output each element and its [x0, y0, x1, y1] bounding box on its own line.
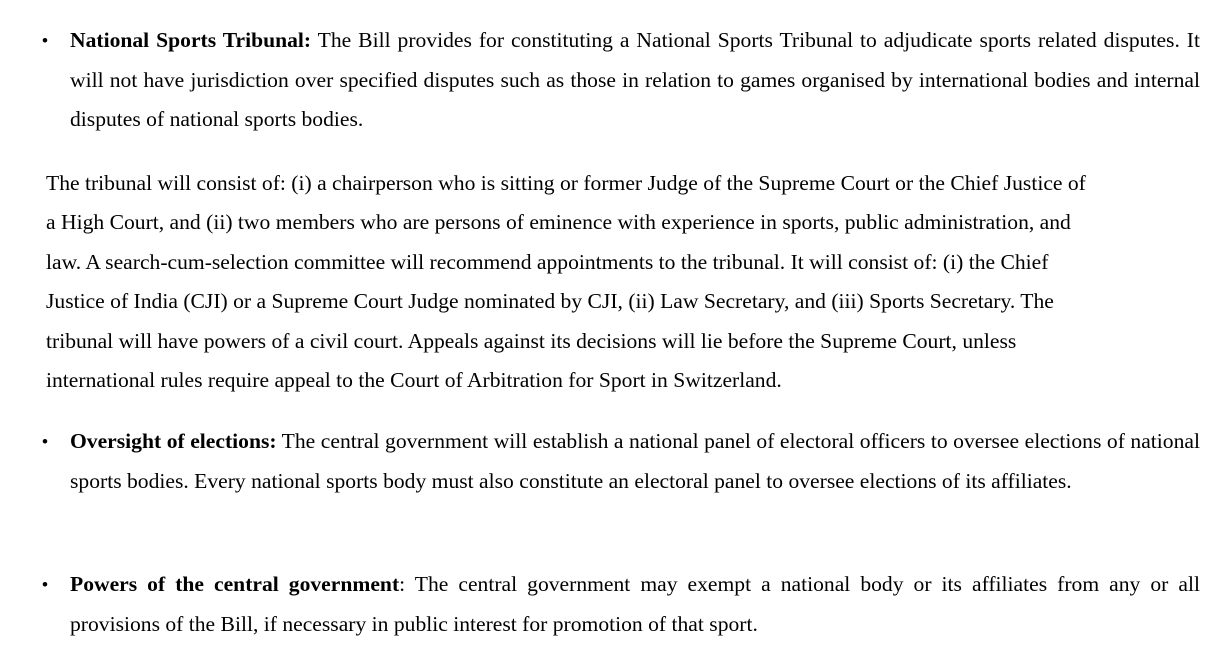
- bullet-oversight-of-elections: [42, 422, 1200, 501]
- bullet-marker: •: [42, 575, 48, 594]
- paragraph-line: The tribunal will consist of: (i) a chairperson who is sitting or former Judge of the Supreme Court or the Chief Justice of: [46, 171, 1086, 195]
- bullet-heading: National Sports Tribunal:: [70, 28, 312, 52]
- bullet-text: The central government will establish a national panel of electoral officers to oversee elections of national sports bodies. Every national sports body must also constitute an electoral panel to oversee elections of its affiliates.: [70, 429, 1200, 493]
- tribunal-paragraph: [46, 164, 1206, 400]
- bullet-marker: •: [42, 432, 48, 451]
- paragraph-line: international rules require appeal to the Court of Arbitration for Sport in Switzerland.: [46, 368, 782, 393]
- bullet-heading: Oversight of elections:: [70, 429, 277, 453]
- paragraph-line: tribunal will have powers of a civil court. Appeals against its decisions will lie before the Supreme Court, unless: [46, 328, 1017, 353]
- paragraph-line: Justice of India (CJI) or a Supreme Court Judge nominated by CJI, (ii) Law Secretary, and (iii) Sports Secretary. The: [46, 289, 1054, 314]
- paragraph-line: law. A search-cum-selection committee will recommend appointments to the tribunal. It will consist of: (i) the Chief: [46, 249, 1049, 274]
- paragraph-line: a High Court, and (ii) two members who are persons of eminence with experience in sports, public administration, and: [46, 210, 1071, 235]
- bullet-heading: Powers of the central government: [70, 572, 400, 596]
- bullet-marker: •: [42, 31, 48, 50]
- bullet-text: The Bill provides for constituting a National Sports Tribunal to adjudicate sports related disputes. It will not have jurisdiction over specified disputes such as those in relation to games organised by international bodies and internal disputes of national sports bodies.: [70, 28, 1201, 131]
- bullet-national-sports-tribunal: [42, 21, 1201, 140]
- bullet-powers-of-central-government: [42, 565, 1200, 644]
- bullet-text: : The central government may exempt a national body or its affiliates from any or all provisions of the Bill, if necessary in public interest for promotion of that sport.: [70, 572, 1200, 636]
